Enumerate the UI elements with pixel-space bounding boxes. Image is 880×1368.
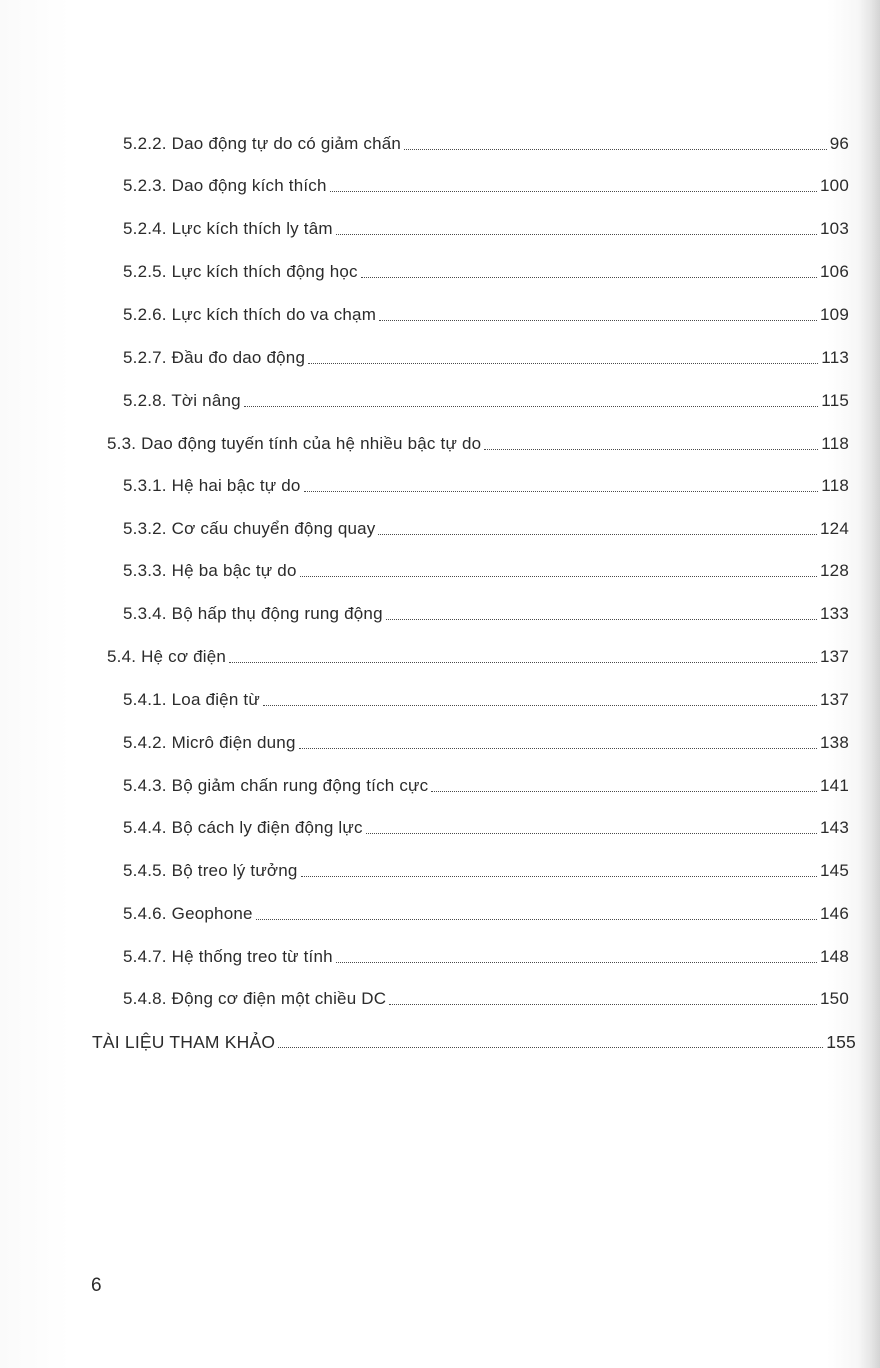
dot-leader xyxy=(379,319,817,321)
toc-entry[interactable] xyxy=(123,509,849,539)
toc-entry[interactable] xyxy=(123,594,849,624)
toc-entry-title: 5.2.4. Lực kích thích ly tâm xyxy=(123,219,333,238)
toc-entry[interactable] xyxy=(123,766,849,796)
toc-entry[interactable] xyxy=(123,937,849,967)
toc-entry-page: 113 xyxy=(821,348,849,367)
toc-entry-title: 5.2.7. Đầu đo dao động xyxy=(123,348,306,367)
toc-entry-title: 5.4.5. Bộ treo lý tưởng xyxy=(123,861,298,880)
toc-entry-title: 5.3.3. Hệ ba bậc tự do xyxy=(123,561,297,580)
toc-entry-page: 137 xyxy=(820,647,849,666)
toc-entry-title: 5.2.8. Tời nâng xyxy=(123,391,241,410)
dot-leader xyxy=(378,533,817,535)
toc-entry-page: 141 xyxy=(820,776,849,795)
toc-entry[interactable] xyxy=(123,894,849,924)
toc-entry-page: 106 xyxy=(820,262,849,281)
toc-entry-title: 5.4.8. Động cơ điện một chiều DC xyxy=(123,989,387,1008)
toc-entry-title: 5.3.1. Hệ hai bậc tự do xyxy=(123,476,301,495)
toc-entry-page: 150 xyxy=(820,989,849,1008)
dot-leader xyxy=(278,1046,823,1048)
dot-leader xyxy=(330,190,817,192)
toc-entry-page: 118 xyxy=(821,434,849,453)
toc-section-entry[interactable] xyxy=(107,424,849,454)
toc-entry-title: 5.3. Dao động tuyến tính của hệ nhiều bậc tự do xyxy=(107,434,482,453)
toc-entry[interactable] xyxy=(123,295,849,325)
toc-entry-title: 5.3.2. Cơ cấu chuyển động quay xyxy=(123,519,376,538)
toc-entry-title: 5.4.7. Hệ thống treo từ tính xyxy=(123,947,333,966)
toc-entry[interactable] xyxy=(123,381,849,411)
toc-entry-page: 128 xyxy=(820,561,849,580)
toc-entry-title: 5.2.2. Dao động tự do có giảm chấn xyxy=(123,134,402,153)
toc-entry-page: 103 xyxy=(820,219,849,238)
toc-entry-page: 133 xyxy=(820,604,849,623)
toc-entry-title: 5.4. Hệ cơ điện xyxy=(107,647,227,666)
dot-leader xyxy=(229,661,817,663)
toc-entry[interactable] xyxy=(123,209,849,239)
toc-entry-title: 5.4.3. Bộ giảm chấn rung động tích cực xyxy=(123,776,429,795)
dot-leader xyxy=(308,362,818,364)
dot-leader xyxy=(386,618,817,620)
dot-leader xyxy=(404,148,827,150)
toc-entry-page: 96 xyxy=(829,134,849,153)
toc-entry-page: 146 xyxy=(820,904,849,923)
toc-entry-title: 5.2.3. Dao động kích thích xyxy=(123,176,327,195)
toc-entry-page: 137 xyxy=(820,690,849,709)
dot-leader xyxy=(244,405,818,407)
page-number: 6 xyxy=(91,1275,102,1296)
toc-entry[interactable] xyxy=(123,124,849,154)
dot-leader xyxy=(263,704,817,706)
toc-entry-page: 124 xyxy=(820,519,849,538)
toc-entry[interactable] xyxy=(123,166,849,196)
toc-entry[interactable] xyxy=(123,680,849,710)
toc-entry-page: 155 xyxy=(826,1032,856,1052)
page-edge-shadow xyxy=(858,0,880,1368)
toc-entry-title: 5.4.6. Geophone xyxy=(123,904,253,923)
toc-entry-title: 5.4.2. Micrô điện dung xyxy=(123,733,296,752)
dot-leader xyxy=(301,875,817,877)
dot-leader xyxy=(431,790,817,792)
toc-entry-title: 5.2.6. Lực kích thích do va chạm xyxy=(123,305,377,324)
toc-section-entry[interactable] xyxy=(107,637,849,667)
dot-leader xyxy=(361,276,817,278)
toc-entry-title: TÀI LIỆU THAM KHẢO xyxy=(92,1032,276,1052)
dot-leader xyxy=(389,1003,817,1005)
toc-entry[interactable] xyxy=(123,252,849,282)
dot-leader xyxy=(304,490,819,492)
dot-leader xyxy=(300,575,817,577)
dot-leader xyxy=(366,832,817,834)
toc-entry-page: 145 xyxy=(820,861,849,880)
dot-leader xyxy=(484,448,818,450)
dot-leader xyxy=(256,918,817,920)
toc-entry[interactable] xyxy=(123,808,849,838)
dot-leader xyxy=(299,747,817,749)
toc-entry[interactable] xyxy=(123,338,849,368)
toc-entry[interactable] xyxy=(123,851,849,881)
toc-entry[interactable] xyxy=(123,466,849,496)
toc-entry-title: 5.3.4. Bộ hấp thụ động rung động xyxy=(123,604,383,623)
dot-leader xyxy=(336,233,817,235)
toc-entry-title: 5.4.1. Loa điện từ xyxy=(123,690,260,709)
toc-entry-page: 138 xyxy=(820,733,849,752)
toc-entry-page: 100 xyxy=(820,176,849,195)
toc-entry[interactable] xyxy=(123,723,849,753)
toc-entry-page: 115 xyxy=(821,391,849,410)
toc-entry-page: 118 xyxy=(821,476,849,495)
toc-entry-page: 143 xyxy=(820,818,849,837)
toc-entry-page: 109 xyxy=(820,305,849,324)
toc-references-entry[interactable] xyxy=(92,1022,856,1052)
toc-entry[interactable] xyxy=(123,551,849,581)
toc-entry[interactable] xyxy=(123,979,849,1009)
toc-entry-title: 5.4.4. Bộ cách ly điện động lực xyxy=(123,818,363,837)
toc-entry-title: 5.2.5. Lực kích thích động học xyxy=(123,262,358,281)
toc-entry-page: 148 xyxy=(820,947,849,966)
dot-leader xyxy=(336,961,817,963)
